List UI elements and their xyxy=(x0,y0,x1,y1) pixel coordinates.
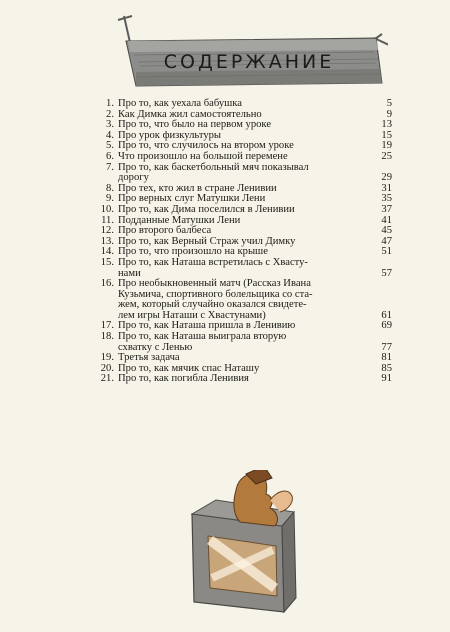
toc-page-number: 19 xyxy=(381,140,392,152)
toc-number: 20. xyxy=(100,362,114,374)
toc-number: 13. xyxy=(100,235,114,247)
illustration xyxy=(182,470,312,620)
toc-title: Про то, как мячик спас Наташу xyxy=(118,362,260,374)
toc-number: 9. xyxy=(106,193,114,205)
toc-title: Про то, как Дима поселился в Ленивии xyxy=(118,203,295,215)
toc-title: Про то, как Наташа пришла в Ленивию xyxy=(118,320,296,332)
toc-page-number: 9 xyxy=(386,108,392,120)
toc-page-number: 69 xyxy=(381,320,392,332)
toc-number: 19. xyxy=(100,352,114,364)
toc-row xyxy=(92,99,392,110)
table-of-contents xyxy=(92,99,392,385)
toc-title: Подданные Матушки Лени xyxy=(118,214,241,226)
toc-page-number: 81 xyxy=(381,352,392,364)
toc-page-number: 37 xyxy=(381,203,392,215)
toc-title: Третья задача xyxy=(118,352,180,364)
toc-row xyxy=(92,205,392,216)
toc-title: нами xyxy=(118,267,141,279)
toc-page-number: 29 xyxy=(381,172,392,184)
toc-title: Про тех, кто жил в стране Ленивии xyxy=(118,182,277,194)
toc-page-number: 5 xyxy=(386,98,392,109)
toc-title: Что произошло на большой перемене xyxy=(118,150,288,162)
toc-title: схватку с Ленью xyxy=(118,341,193,353)
toc-row xyxy=(92,258,392,269)
toc-page-number: 31 xyxy=(381,182,392,194)
toc-title: Кузьмича, спортивного болельщика со ста- xyxy=(118,288,313,300)
toc-number: 21. xyxy=(100,373,114,385)
toc-page-number: 41 xyxy=(381,214,392,226)
toc-title: Про то, как уехала бабушка xyxy=(118,98,242,109)
toc-title: Про то, что случилось на втором уроке xyxy=(118,140,294,152)
toc-number: 8. xyxy=(106,182,114,194)
toc-page-number: 85 xyxy=(381,362,392,374)
toc-page-number: 57 xyxy=(381,267,392,279)
toc-page-number: 15 xyxy=(381,129,392,141)
toc-title: Про то, как Наташа встретилась с Хвасту- xyxy=(118,256,308,268)
toc-page-number: 47 xyxy=(381,235,392,247)
toc-title: Про то, как Наташа выиграла вторую xyxy=(118,331,287,343)
toc-number: 18. xyxy=(100,331,114,343)
toc-title: Про то, как Верный Страж учил Димку xyxy=(118,235,296,247)
box-illustration xyxy=(182,470,312,620)
toc-page-number: 77 xyxy=(381,341,392,353)
toc-title: лем игры Наташи с Хвастунами) xyxy=(118,309,266,321)
toc-page-number: 51 xyxy=(381,246,392,258)
toc-number: 3. xyxy=(106,119,114,131)
toc-number: 6. xyxy=(106,150,114,162)
toc-number: 12. xyxy=(100,225,114,237)
toc-number: 5. xyxy=(106,140,114,152)
toc-row xyxy=(92,374,392,385)
toc-page-number: 35 xyxy=(381,193,392,205)
toc-number: 17. xyxy=(100,320,114,332)
toc-title: Про верных слуг Матушки Лени xyxy=(118,193,266,205)
toc-number: 4. xyxy=(106,129,114,141)
toc-title: Про второго балбеса xyxy=(118,225,212,237)
toc-title: Про то, как погибла Ленивия xyxy=(118,373,249,385)
toc-page-number: 61 xyxy=(381,309,392,321)
toc-title: Про то, что было на первом уроке xyxy=(118,119,272,131)
toc-title: Как Димка жил самостоятельно xyxy=(118,108,262,120)
toc-title: дорогу xyxy=(118,172,149,184)
toc-page-number: 91 xyxy=(381,373,392,385)
toc-number: 10. xyxy=(100,203,114,215)
toc-number: 1. xyxy=(106,98,114,109)
toc-page-number: 45 xyxy=(381,225,392,237)
toc-title: Про то, как баскетбольный мяч показывал xyxy=(118,161,309,173)
toc-title: жем, который случайно оказался свидете- xyxy=(118,299,307,311)
toc-number: 2. xyxy=(106,108,114,120)
toc-number: 15. xyxy=(100,256,114,268)
toc-row xyxy=(92,152,392,163)
toc-page-number: 13 xyxy=(381,119,392,131)
toc-title: Про необыкновенный матч (Рассказ Ивана xyxy=(118,278,311,290)
toc-number: 7. xyxy=(106,161,114,173)
toc-title: Про урок физкультуры xyxy=(118,129,222,141)
toc-page-number: 25 xyxy=(381,150,392,162)
toc-number: 14. xyxy=(100,246,114,258)
toc-number: 11. xyxy=(101,214,114,226)
page-title: СОДЕРЖАНИЕ xyxy=(163,51,335,73)
toc-title: Про то, что произошло на крыше xyxy=(118,246,268,258)
toc-number: 16. xyxy=(100,278,114,290)
